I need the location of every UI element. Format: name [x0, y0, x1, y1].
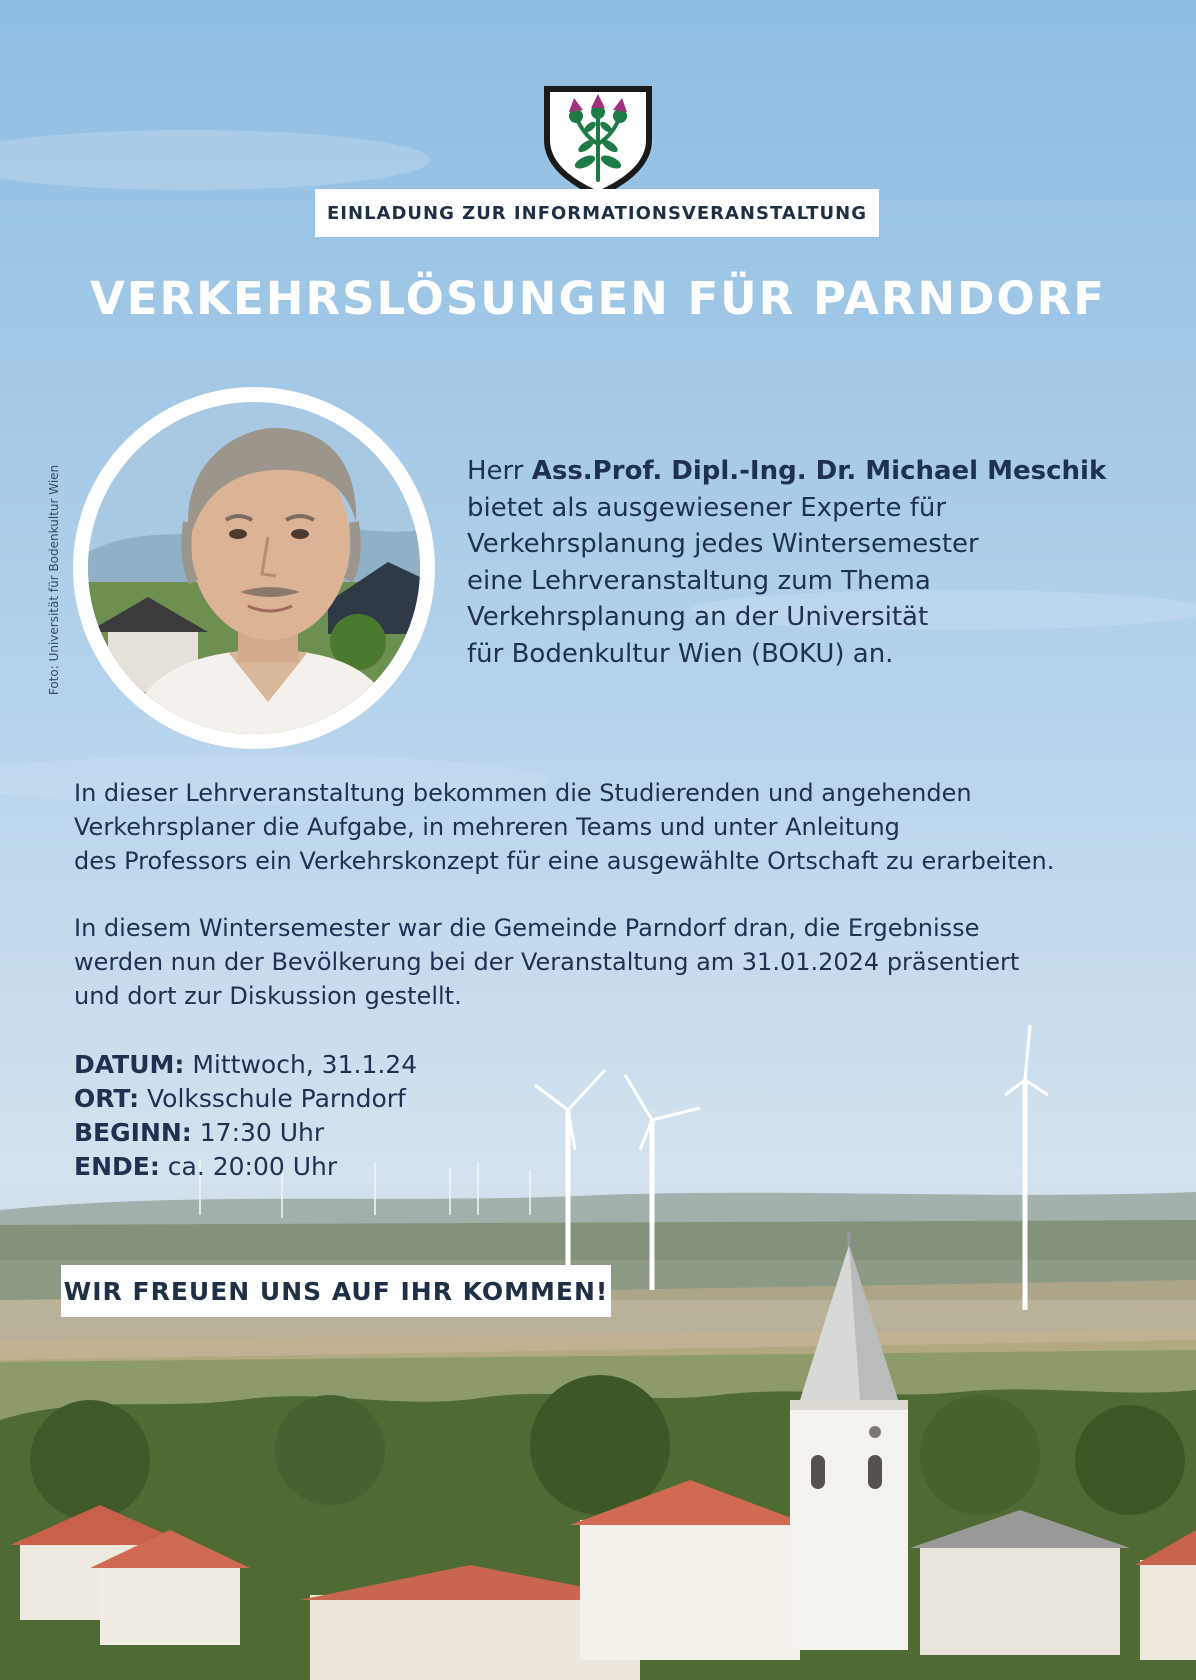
speaker-name: Ass.Prof. Dipl.-Ing. Dr. Michael Meschik	[531, 456, 1107, 486]
detail-value: Mittwoch, 31.1.24	[184, 1050, 418, 1079]
portrait-photo	[88, 402, 420, 734]
intro-line: für Bodenkultur Wien (BOKU) an.	[467, 638, 894, 669]
detail-label: DATUM:	[74, 1050, 185, 1079]
photo-credit: Foto: Universität für Bodenkultur Wien	[47, 464, 61, 696]
body-paragraph-course	[74, 776, 1174, 878]
invitation-label: EINLADUNG ZUR INFORMATIONSVERANSTALTUNG	[327, 202, 867, 224]
detail-label: ENDE:	[74, 1152, 160, 1181]
detail-end	[74, 1150, 417, 1184]
event-details	[74, 1048, 417, 1184]
detail-start	[74, 1116, 417, 1150]
body-line: In diesem Wintersemester war die Gemeinde Parndorf dran, die Ergebnisse	[74, 914, 980, 942]
body-line: und dort zur Diskussion gestellt.	[74, 982, 462, 1010]
intro-prefix: Herr	[467, 456, 532, 486]
intro-line-name	[467, 453, 1167, 490]
intro-line: Verkehrsplanung an der Universität	[467, 602, 929, 632]
body-line: Verkehrsplaner die Aufgabe, in mehreren Teams und unter Anleitung	[74, 813, 900, 841]
body-paragraph-event	[74, 911, 1174, 1013]
welcome-text: WIR FREUEN UNS AUF IHR KOMMEN!	[63, 1276, 609, 1306]
invitation-label-box	[315, 189, 879, 237]
welcome-banner	[61, 1265, 611, 1317]
detail-value: Volksschule Parndorf	[139, 1084, 406, 1113]
detail-date	[74, 1048, 417, 1082]
detail-label: ORT:	[74, 1084, 140, 1113]
body-line: In dieser Lehrveranstaltung bekommen die Studierenden und angehenden	[74, 779, 972, 807]
detail-label: BEGINN:	[74, 1118, 192, 1147]
intro-line: bietet als ausgewiesener Experte für	[467, 492, 947, 523]
detail-value: 17:30 Uhr	[191, 1118, 325, 1147]
page-title: VERKEHRSLÖSUNGEN FÜR PARNDORF	[89, 272, 1107, 325]
detail-value: ca. 20:00 Uhr	[159, 1152, 338, 1181]
body-line: werden nun der Bevölkerung bei der Veranstaltung am 31.01.2024 präsentiert	[74, 948, 1020, 976]
intro-line: eine Lehrveranstaltung zum Thema	[467, 565, 931, 596]
intro-line: Verkehrsplanung jedes Wintersemester	[467, 529, 979, 559]
detail-place	[74, 1082, 417, 1116]
intro-paragraph	[467, 453, 1167, 672]
municipality-crest-icon	[540, 82, 656, 200]
body-line: des Professors ein Verkehrskonzept für eine ausgewählte Ortschaft zu erarbeiten.	[74, 847, 1055, 875]
